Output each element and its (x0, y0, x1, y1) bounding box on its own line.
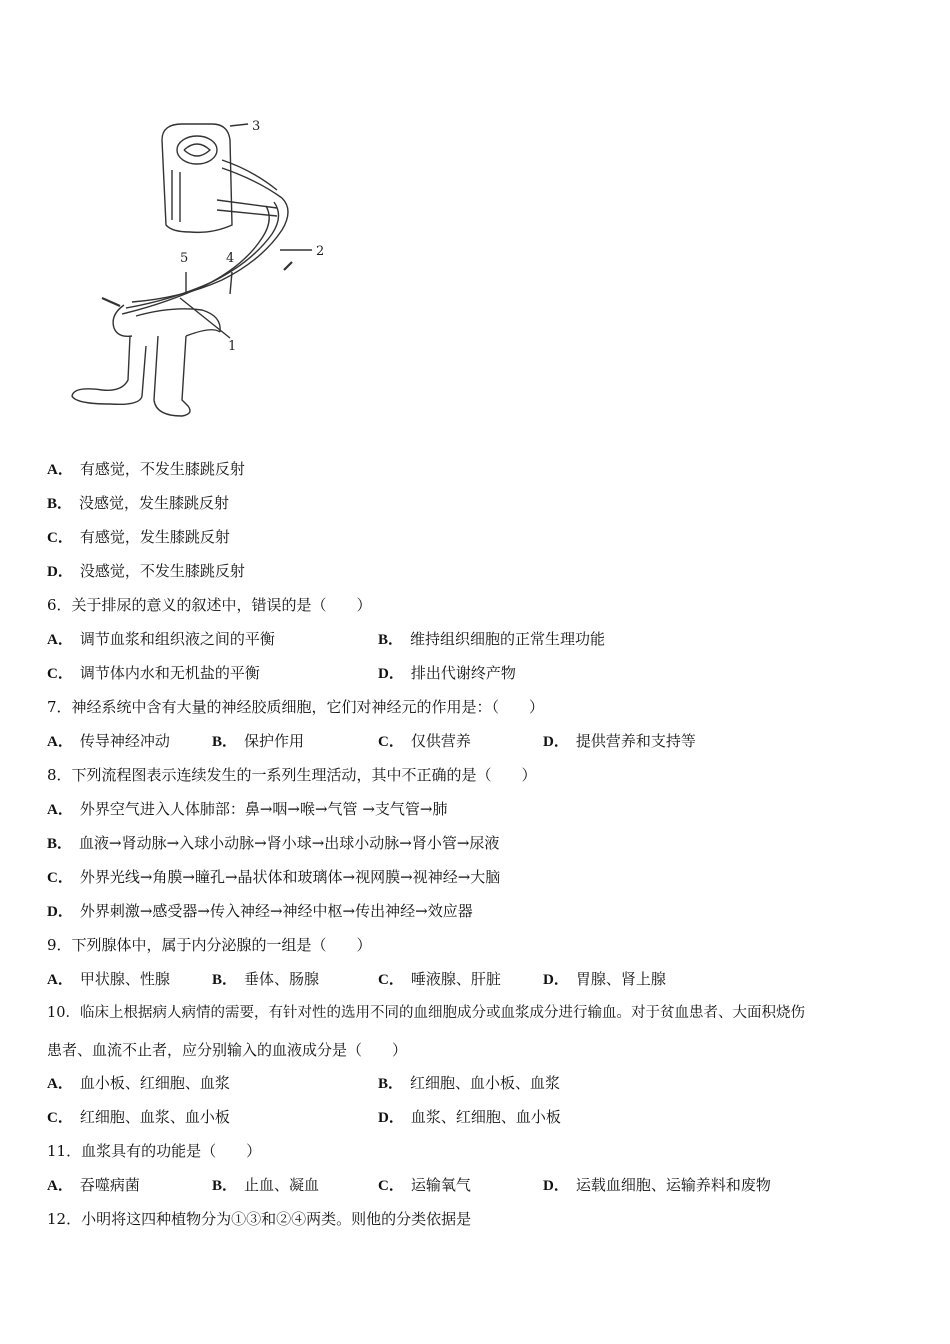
q6-option-c[interactable] (47, 663, 260, 684)
option-text: 有感觉，发生膝跳反射 (79, 528, 230, 546)
option-label: B． (47, 836, 73, 852)
option-label: C． (378, 1178, 404, 1194)
q8-option-a[interactable] (47, 799, 447, 820)
option-label: B． (378, 632, 404, 648)
option-label: D． (378, 1110, 404, 1126)
option-text: 调节体内水和无机盐的平衡 (79, 664, 260, 682)
option-label: C． (378, 972, 404, 988)
q10-stem-line1: 10．临床上根据病人病情的需要，有针对性的选用不同的血细胞成分或血浆成分进行输血。对于贫血患者、大面积烧伤 (47, 1005, 805, 1021)
q10-stem-line2: 患者、血流不止者，应分别输入的血液成分是（ ） (47, 1041, 408, 1059)
option-text: 垂体、肠腺 (244, 970, 320, 988)
option-label: B． (378, 1076, 404, 1092)
q11-option-d[interactable] (543, 1175, 771, 1196)
option-label: A． (47, 972, 73, 988)
option-text: 调节血浆和组织液之间的平衡 (79, 630, 275, 648)
q10-option-d[interactable] (378, 1107, 561, 1128)
option-label: D． (543, 972, 569, 988)
option-text: 没感觉，不发生膝跳反射 (79, 562, 245, 580)
option-label: B． (47, 496, 73, 512)
option-text: 运载血细胞、运输养料和废物 (575, 1176, 771, 1194)
option-label: A． (47, 1076, 73, 1092)
q7-option-a[interactable] (47, 731, 170, 752)
option-text: 有感觉，不发生膝跳反射 (79, 460, 245, 478)
option-text: 止血、凝血 (244, 1176, 320, 1194)
option-text: 传导神经冲动 (79, 732, 170, 750)
figure-label-3: 3 (252, 119, 261, 134)
q10-option-c[interactable] (47, 1107, 230, 1128)
q10-option-b[interactable] (378, 1073, 560, 1094)
option-label: A． (47, 734, 73, 750)
option-label: C． (47, 870, 73, 886)
figure-label-1: 1 (228, 339, 237, 354)
q12-stem: 12．小明将这四种植物分为①③和②④两类。则他的分类依据是 (47, 1210, 472, 1228)
q5-option-c[interactable] (47, 527, 230, 548)
q9-option-c[interactable] (378, 969, 501, 990)
option-text: 外界光线→角膜→瞳孔→晶状体和玻璃体→视网膜→视神经→大脑 (79, 868, 501, 886)
option-text: 维持组织细胞的正常生理功能 (410, 630, 606, 648)
q8-option-c[interactable] (47, 867, 500, 888)
q6-stem: 6．关于排尿的意义的叙述中，错误的是（ ） (47, 596, 372, 614)
q7-option-b[interactable] (212, 731, 304, 752)
q9-option-d[interactable] (543, 969, 666, 990)
option-text: 运输氧气 (410, 1176, 471, 1194)
option-label: A． (47, 1178, 73, 1194)
q5-option-a[interactable] (47, 459, 245, 480)
option-label: B． (212, 1178, 238, 1194)
option-label: B． (212, 972, 238, 988)
q11-option-b[interactable] (212, 1175, 319, 1196)
figure-label-2: 2 (316, 244, 325, 259)
option-text: 没感觉，发生膝跳反射 (79, 494, 230, 512)
q9-option-b[interactable] (212, 969, 319, 990)
q11-option-a[interactable] (47, 1175, 140, 1196)
option-text: 红细胞、血小板、血浆 (410, 1074, 561, 1092)
q11-stem: 11．血浆具有的功能是（ ） (47, 1142, 262, 1160)
option-label: A． (47, 802, 73, 818)
option-label: A． (47, 632, 73, 648)
option-text: 胃腺、肾上腺 (575, 970, 666, 988)
option-text: 血液→肾动脉→入球小动脉→肾小球→出球小动脉→肾小管→尿液 (79, 834, 500, 852)
q5-option-d[interactable] (47, 561, 245, 582)
q9-stem: 9．下列腺体中，属于内分泌腺的一组是（ ） (47, 936, 372, 954)
reflex-arc-figure (62, 110, 342, 430)
option-text: 保护作用 (244, 732, 305, 750)
q10-option-a[interactable] (47, 1073, 230, 1094)
q7-stem: 7．神经系统中含有大量的神经胶质细胞，它们对神经元的作用是：（ ） (47, 698, 545, 716)
option-label: C． (47, 530, 73, 546)
figure-label-5: 5 (180, 251, 189, 266)
option-text: 提供营养和支持等 (575, 732, 696, 750)
option-text: 血浆、红细胞、血小板 (410, 1108, 561, 1126)
q6-option-b[interactable] (378, 629, 605, 650)
option-label: A． (47, 462, 73, 478)
option-text: 外界空气进入人体肺部：鼻→咽→喉→气管 →支气管→肺 (79, 800, 448, 818)
q5-option-b[interactable] (47, 493, 229, 514)
option-text: 吞噬病菌 (79, 1176, 140, 1194)
q11-option-c[interactable] (378, 1175, 471, 1196)
q6-option-a[interactable] (47, 629, 275, 650)
option-label: D． (47, 904, 73, 920)
option-label: D． (47, 564, 73, 580)
q9-option-a[interactable] (47, 969, 170, 990)
option-text: 排出代谢终产物 (410, 664, 516, 682)
option-text: 唾液腺、肝脏 (410, 970, 501, 988)
option-label: C． (47, 666, 73, 682)
option-text: 甲状腺、性腺 (79, 970, 170, 988)
option-text: 红细胞、血浆、血小板 (79, 1108, 230, 1126)
figure-label-4: 4 (226, 251, 235, 266)
option-text: 仅供营养 (410, 732, 471, 750)
option-label: C． (47, 1110, 73, 1126)
option-label: D． (378, 666, 404, 682)
q8-option-d[interactable] (47, 901, 473, 922)
option-label: D． (543, 1178, 569, 1194)
q8-stem: 8．下列流程图表示连续发生的一系列生理活动，其中不正确的是（ ） (47, 766, 537, 784)
q8-option-b[interactable] (47, 833, 499, 854)
option-label: D． (543, 734, 569, 750)
option-text: 血小板、红细胞、血浆 (79, 1074, 230, 1092)
q6-option-d[interactable] (378, 663, 516, 684)
q7-option-d[interactable] (543, 731, 696, 752)
option-text: 外界刺激→感受器→传入神经→神经中枢→传出神经→效应器 (79, 902, 473, 920)
option-label: B． (212, 734, 238, 750)
option-label: C． (378, 734, 404, 750)
q7-option-c[interactable] (378, 731, 471, 752)
